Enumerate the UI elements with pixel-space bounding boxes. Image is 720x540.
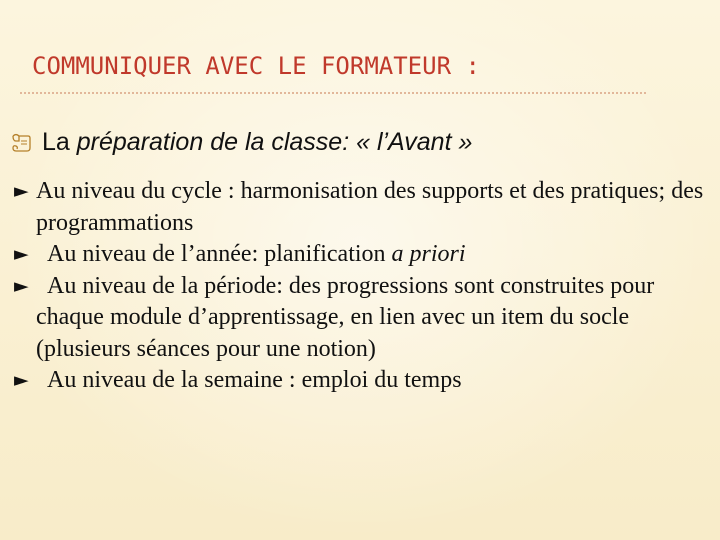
scroll-bullet-icon xyxy=(10,132,32,154)
title-divider xyxy=(20,92,646,94)
triangle-bullet-icon: ► xyxy=(14,369,29,391)
list-item xyxy=(14,239,708,271)
subheading-lead: La xyxy=(42,128,70,156)
list-item-italic: a priori xyxy=(391,241,466,267)
list-item-text: Au niveau du cycle : harmonisation des supports et des pratiques; des programmations xyxy=(36,178,704,236)
list-item-text xyxy=(36,239,708,271)
subheading-rest: préparation de la classe: « l’Avant » xyxy=(76,128,473,156)
list-item-text: Au niveau de la période: des progressions sont construites pour chaque module d’apprentissage, en lien avec un item du socle (plusieurs séances pour une notion) xyxy=(36,272,655,362)
triangle-bullet-icon: ► xyxy=(14,274,29,297)
list-item xyxy=(14,271,708,366)
slide-title: COMMUNIQUER AVEC LE FORMATEUR : xyxy=(32,52,480,80)
list-item-text: Au niveau de la semaine : emploi du temps xyxy=(47,367,462,393)
subheading-text xyxy=(42,128,472,157)
list-item xyxy=(14,176,708,239)
triangle-bullet-icon: ► xyxy=(14,243,29,265)
list-item xyxy=(14,365,708,397)
bullet-list xyxy=(14,176,708,397)
triangle-bullet-icon: ► xyxy=(14,180,29,202)
subheading xyxy=(10,128,472,157)
list-item-text-main: Au niveau de l’année: planification xyxy=(47,241,392,267)
